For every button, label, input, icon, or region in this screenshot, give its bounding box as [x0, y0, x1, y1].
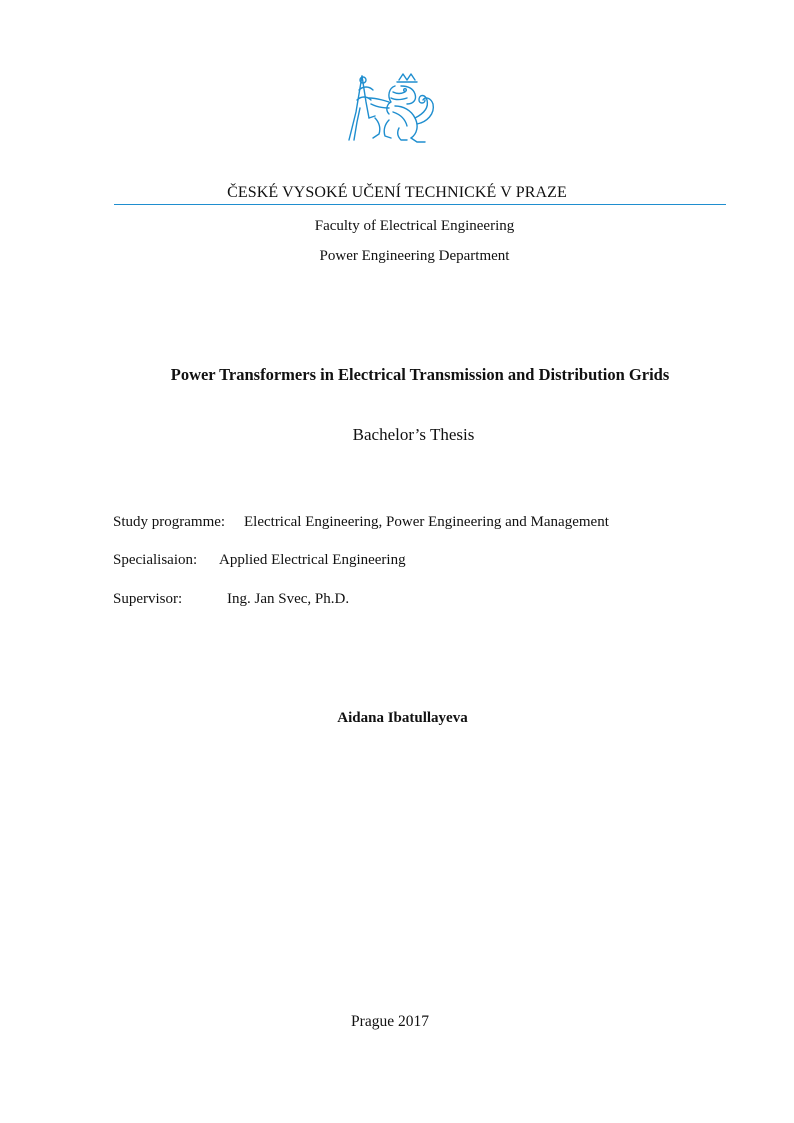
study-programme-value: Electrical Engineering, Power Engineering and Management: [244, 514, 609, 530]
ctu-lion-logo-icon: [345, 72, 437, 144]
specialisation-value: Applied Electrical Engineering: [219, 552, 406, 568]
header-divider: [114, 204, 726, 205]
faculty-name: Faculty of Electrical Engineering: [314, 218, 515, 234]
supervisor-row: [113, 591, 350, 608]
specialisation-row: [113, 552, 406, 569]
thesis-title: Power Transformers in Electrical Transmission and Distribution Grids: [170, 365, 670, 384]
supervisor-value: Ing. Jan Svec, Ph.D.: [227, 591, 350, 607]
supervisor-label: Supervisor:: [113, 591, 183, 607]
study-programme-label: Study programme:: [113, 514, 226, 530]
thesis-type: Bachelor’s Thesis: [352, 425, 475, 444]
study-programme-row: [113, 514, 609, 531]
author-name: Aidana Ibatullayeva: [337, 710, 468, 726]
department-name: Power Engineering Department: [319, 248, 510, 264]
university-name: ČESKÉ VYSOKÉ UČENÍ TECHNICKÉ V PRAZE: [227, 184, 567, 201]
specialisation-label: Specialisaion:: [113, 552, 198, 568]
place-and-year: Prague 2017: [351, 1013, 429, 1030]
